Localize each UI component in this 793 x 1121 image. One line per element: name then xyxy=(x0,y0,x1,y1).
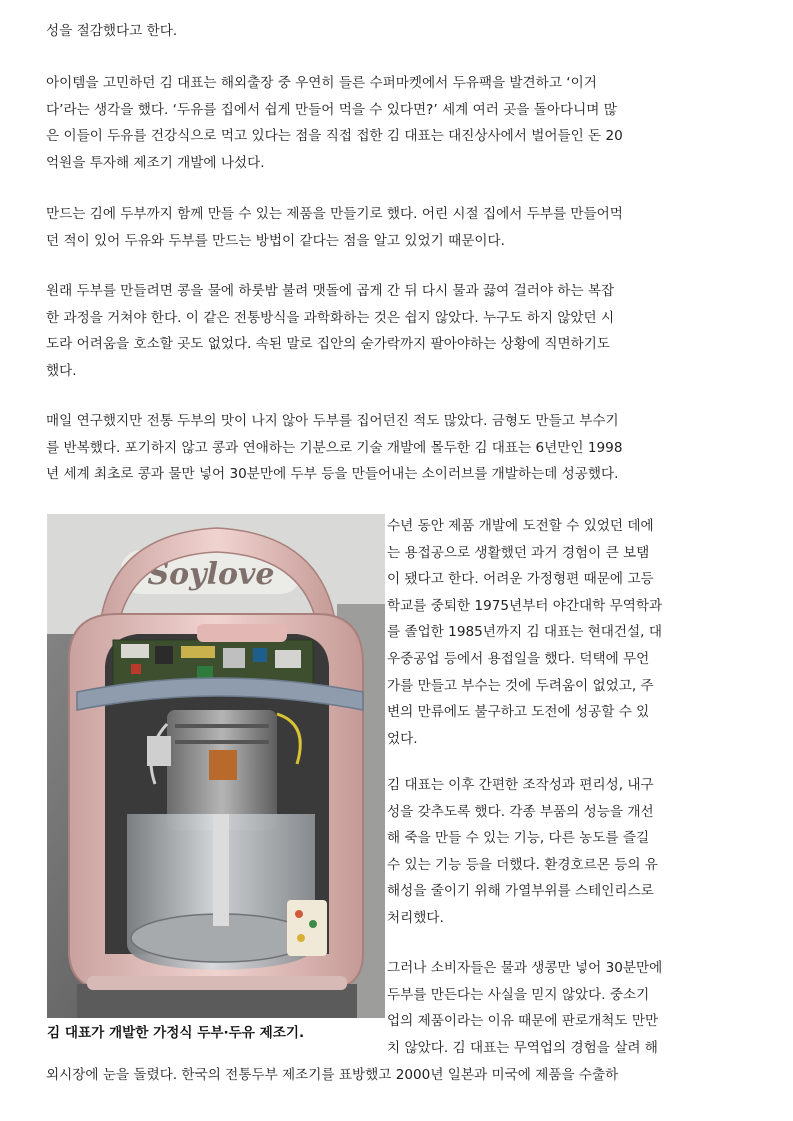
text-line: 했다. xyxy=(46,362,77,379)
text-line: 었다. xyxy=(387,730,418,747)
text-line: 성을 갖추도록 했다. 각종 부품의 성능을 개선 xyxy=(387,803,654,820)
text-line: 업의 제품이라는 이유 때문에 판로개척도 만만 xyxy=(387,1013,659,1030)
text-line: 변의 만류에도 불구하고 도전에 성공할 수 있 xyxy=(387,704,650,721)
text-line: 원래 두부를 만들려면 콩을 물에 하룻밤 불려 맷돌에 곱게 간 뒤 다시 물과 끓여 걸러야 하는 복잡 xyxy=(46,283,615,299)
text-line: 은 이들이 두유를 건강식으로 먹고 있다는 점을 직접 접한 김 대표는 대진상사에서 벌어들인 돈 20 xyxy=(46,128,623,145)
figure-caption: 김 대표가 개발한 가정식 두부·두유 제조기. xyxy=(47,1025,305,1041)
text-line: 학교를 중퇴한 1975년부터 야간대학 무역학과 xyxy=(387,597,663,614)
side-paragraph-3 xyxy=(387,955,693,1061)
text-line: 수 있는 기능 등을 더했다. 환경호르몬 등의 유 xyxy=(387,856,658,873)
text-line: 를 졸업한 1985년까지 김 대표는 현대건설, 대 xyxy=(387,624,662,641)
side-paragraph-2 xyxy=(387,772,693,932)
text-line: 만드는 김에 두부까지 함께 만들 수 있는 제품을 만들기로 했다. 어린 시절 집에서 두부를 만들어먹 xyxy=(46,206,623,222)
side-paragraph-1 xyxy=(387,513,693,752)
text-line: 두부를 만든다는 사실을 믿지 않았다. 중소기 xyxy=(387,986,650,1003)
text-line: 매일 연구했지만 전통 두부의 맛이 나지 않아 두부를 집어던진 적도 많았다. 금형도 만들고 부수기 xyxy=(46,413,619,429)
text-line: 수년 동안 제품 개발에 도전할 수 있었던 데에 xyxy=(387,518,654,534)
text-line: 도라 어려움을 호소할 곳도 없었다. 속된 말로 집안의 숟가락까지 팔아야하는 상황에 직면하기도 xyxy=(46,336,610,353)
text-line: 치 않았다. 김 대표는 무역업의 경험을 살려 해 xyxy=(387,1039,658,1056)
text-line: 는 용접공으로 생활했던 과거 경험이 큰 보탬 xyxy=(387,544,650,561)
text-line: 성을 절감했다고 한다. xyxy=(46,23,178,39)
text-line: 그러나 소비자들은 물과 생콩만 넣어 30분만에 xyxy=(387,960,663,976)
svg-text:Soylove: Soylove xyxy=(147,557,275,592)
paragraph-2 xyxy=(46,201,694,254)
paragraph-3 xyxy=(46,278,694,384)
text-line: 해 죽을 만들 수 있는 기능, 다른 농도를 즐길 xyxy=(387,830,650,847)
text-line: 다’라는 생각을 했다. ‘두유를 집에서 쉽게 만들어 먹을 수 있다면?’ 세계 여러 곳을 돌아다니며 많 xyxy=(46,101,617,118)
paragraph-1 xyxy=(46,70,694,176)
text-line: 해성을 줄이기 위해 가열부위를 스테인리스로 xyxy=(387,883,654,900)
continuation-line xyxy=(46,1062,694,1089)
text-line: 가를 만들고 부수는 것에 두려움이 없었고, 주 xyxy=(387,677,654,694)
text-line: 억원을 투자해 제조기 개발에 나섰다. xyxy=(46,154,265,171)
text-line: 외시장에 눈을 돌렸다. 한국의 전통두부 제조기를 표방했고 2000년 일본과 미국에 제품을 수출하 xyxy=(46,1067,619,1083)
tofu-maker-image xyxy=(47,514,385,1018)
text-line: 년 세계 최초로 콩과 물만 넣어 30분만에 두부 등을 만들어내는 소이러브를 개발하는데 성공했다. xyxy=(46,466,619,483)
text-line: 를 반복했다. 포기하지 않고 콩과 연애하는 기분으로 기술 개발에 몰두한 김 대표는 6년만인 1998 xyxy=(46,439,623,456)
text-line: 이 됐다고 한다. 어려운 가정형편 때문에 고등 xyxy=(387,571,654,588)
paragraph-4 xyxy=(46,408,694,488)
text-line: 한 과정을 거쳐야 한다. 이 같은 전통방식을 과학화하는 것은 쉽지 않았다. 누구도 하지 않았던 시 xyxy=(46,309,615,326)
text-line: 던 적이 있어 두유와 두부를 만드는 방법이 같다는 점을 알고 있었기 때문이다. xyxy=(46,232,505,249)
text-line: 우중공업 등에서 용접일을 했다. 덕택에 무언 xyxy=(387,650,650,667)
paragraph-0 xyxy=(46,18,694,45)
text-line: 처리했다. xyxy=(387,909,444,926)
product-photo xyxy=(47,514,385,1018)
text-line: 아이템을 고민하던 김 대표는 해외출장 중 우연히 들른 수퍼마켓에서 두유팩을 발견하고 ‘이거 xyxy=(46,75,597,91)
text-line: 김 대표는 이후 간편한 조작성과 편리성, 내구 xyxy=(387,777,654,793)
